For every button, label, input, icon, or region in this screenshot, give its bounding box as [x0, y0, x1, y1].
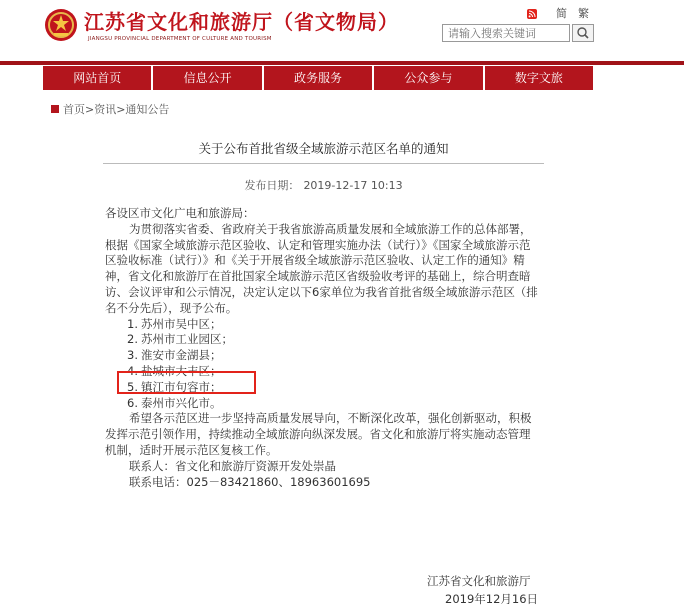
- list-item-number: 4.: [127, 363, 138, 378]
- list-item: [105, 348, 541, 364]
- nav-item-digital-tourism[interactable]: 数字文旅: [485, 66, 593, 90]
- publish-date: [103, 177, 544, 193]
- site-header: [0, 0, 684, 62]
- breadcrumb-marker-icon: [51, 105, 59, 113]
- salutation: 各设区市文化广电和旅游局：: [105, 206, 255, 220]
- list-item-number: 2.: [127, 332, 138, 347]
- body-paragraph: 为贯彻落实省委、省政府关于我省旅游高质量发展和全域旅游工作的总体部署，根据《国家全域旅游示范区验收、认定和管理实施办法（试行）》《国家全域旅游示范区验收标准（试行）》和《关于开展省级全域旅游示范区验收、认定工作的通知》精神，省文化和旅游厅在首批国家全域旅游示范区省级验收考评的基础上，综合明查暗访、会议评审和公示情况，决定认定以下6家单位为我省首批省级全域旅游示范区（排名不分先后），现予公布。: [105, 221, 538, 315]
- list-item-number: 1.: [127, 316, 138, 331]
- contact-phone: 联系电话：025－83421860、18963601695: [129, 474, 371, 489]
- publish-date-value: 2019-12-17 10:13: [303, 179, 403, 192]
- rss-icon[interactable]: [527, 9, 537, 19]
- search-button[interactable]: [572, 24, 594, 42]
- list-item-text: 镇江市句容市；: [141, 379, 222, 394]
- nav-item-government-services[interactable]: 政务服务: [264, 66, 372, 90]
- main-nav: [43, 66, 593, 90]
- title-divider: [103, 163, 544, 164]
- publish-date-label: 发布日期：: [244, 179, 300, 192]
- signature-date: 2019年12月16日: [445, 592, 539, 606]
- site-subtitle: JIANGSU PROVINCIAL DEPARTMENT OF CULTURE AND TOURISM: [88, 36, 272, 42]
- list-item-text: 苏州市吴中区；: [141, 316, 222, 331]
- article-body: [105, 206, 541, 490]
- traditional-chinese-link[interactable]: 繁: [578, 7, 589, 20]
- list-item-number: 3.: [127, 348, 138, 363]
- contact-person: 联系人：省文化和旅游厅资源开发处崇晶: [129, 458, 336, 473]
- signature-organization: 江苏省文化和旅游厅: [427, 574, 531, 588]
- list-item-text: 泰州市兴化市。: [141, 395, 222, 410]
- national-emblem-icon: [44, 8, 78, 42]
- list-item-text: 淮安市金湖县；: [141, 348, 222, 363]
- closing-paragraph: 希望各示范区进一步坚持高质量发展导向，不断深化改革，强化创新驱动，积极发挥示范引领作用，持续推动全域旅游向纵深发展。省文化和旅游厅将实施动态管理机制，适时开展示范区复核工作。: [105, 411, 532, 457]
- list-item: [105, 396, 541, 412]
- nav-item-home[interactable]: 网站首页: [43, 66, 151, 90]
- search-icon: [573, 25, 593, 41]
- list-item: [105, 317, 541, 333]
- list-item-number: 6.: [127, 395, 138, 410]
- list-item: [105, 332, 541, 348]
- highlight-annotation-box: [117, 371, 256, 394]
- search-input[interactable]: [442, 24, 570, 42]
- list-item-text: 苏州市工业园区；: [141, 332, 233, 347]
- list-item-number: 5.: [127, 379, 138, 394]
- nav-item-public-participation[interactable]: 公众参与: [374, 66, 482, 90]
- page-title: 关于公布首批省级全域旅游示范区名单的通知: [198, 141, 449, 156]
- breadcrumb[interactable]: [51, 101, 169, 117]
- simplified-chinese-link[interactable]: 简: [556, 7, 567, 20]
- site-title[interactable]: 江苏省文化和旅游厅（省文物局）: [84, 10, 399, 34]
- breadcrumb-text[interactable]: 首页>资讯>通知公告: [63, 103, 170, 116]
- nav-item-info-disclosure[interactable]: 信息公开: [153, 66, 261, 90]
- list-item-text: 盐城市大丰区；: [141, 363, 222, 378]
- header-divider: [0, 61, 684, 65]
